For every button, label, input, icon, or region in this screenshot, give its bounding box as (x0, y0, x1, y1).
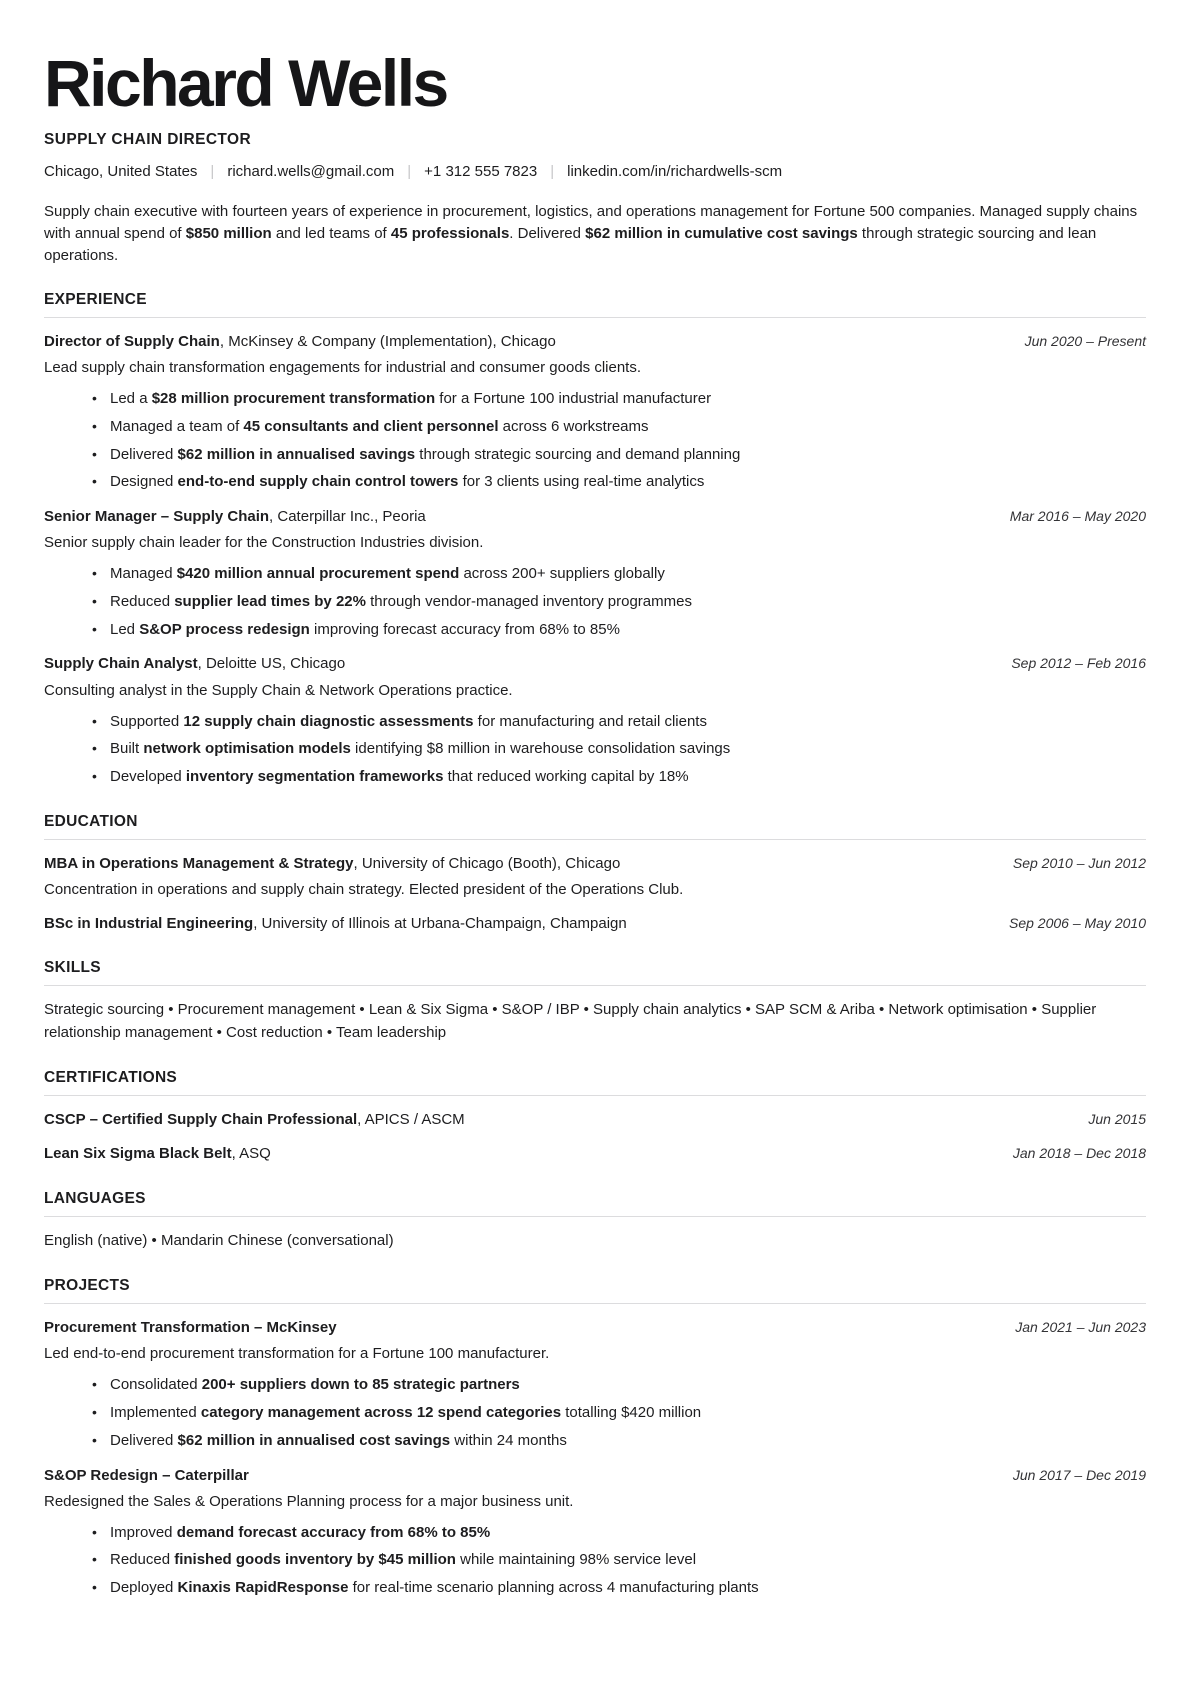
bullet-list (44, 1375, 1146, 1451)
entry-date: Jan 2021 – Jun 2023 (1015, 1319, 1146, 1336)
bullet-text-bold: Kinaxis RapidResponse (177, 1579, 349, 1597)
section-experience (44, 291, 1146, 788)
bullet-text: Delivered (110, 445, 178, 463)
bullet-text-bold: 12 supply chain diagnostic assessments (183, 712, 474, 730)
summary-segment-bold: 45 professionals (390, 224, 510, 242)
bullet-text: Delivered (110, 1431, 178, 1449)
bullet-text: Reduced (110, 593, 175, 611)
contact-email: richard.wells@gmail.com (227, 163, 395, 181)
bullet-text: for real-time scenario planning across 4 manufacturing plants (348, 1579, 759, 1597)
entry-title-rest: , APICS / ASCM (357, 1111, 465, 1129)
bullet-text: Improved (110, 1523, 177, 1541)
entry-date: Sep 2010 – Jun 2012 (1012, 854, 1146, 871)
bullet-item (90, 472, 1146, 493)
summary-segment: through strategic sourcing and lean operations. (44, 224, 1097, 264)
section-languages (44, 1190, 1146, 1253)
entry-title-bold: Supply Chain Analyst (44, 655, 198, 673)
bullet-text: Led a (110, 390, 152, 408)
bullet-text-bold: inventory segmentation frameworks (185, 768, 444, 786)
bullet-text: totalling $420 million (561, 1404, 702, 1422)
bullet-item (90, 1403, 1146, 1424)
section-certifications (44, 1069, 1146, 1165)
bullet-text-bold: network optimisation models (143, 740, 351, 758)
bullet-list (44, 1523, 1146, 1599)
entry-title-bold: S&OP Redesign – Caterpillar (44, 1466, 249, 1484)
section-heading: EXPERIENCE (44, 291, 1146, 318)
bullet-text: for manufacturing and retail clients (473, 712, 707, 730)
entry-date: Sep 2012 – Feb 2016 (1011, 655, 1146, 672)
person-name: Richard Wells (44, 46, 447, 120)
bullet-text-bold: 45 consultants and client personnel (243, 418, 499, 436)
contact-separator: | (210, 163, 215, 181)
bullet-text-bold: S&OP process redesign (139, 620, 310, 638)
entry-head (44, 854, 1146, 874)
bullet-text: improving forecast accuracy from 68% to 85% (309, 620, 620, 638)
bullet-text: across 200+ suppliers globally (459, 565, 665, 583)
summary-segment: . Delivered (509, 224, 586, 242)
bullet-text: Managed a team of (110, 418, 244, 436)
bullet-item (90, 620, 1146, 641)
bullet-list (44, 389, 1146, 493)
contact-row (44, 163, 1146, 180)
entry-head (44, 914, 1146, 934)
bullet-item (90, 1550, 1146, 1571)
entry-subtitle: Lead supply chain transformation engagements for industrial and consumer goods clients. (44, 359, 642, 377)
bullet-text-bold: $62 million in annualised cost savings (177, 1431, 451, 1449)
bullet-text-bold: demand forecast accuracy from 68% to 85% (176, 1523, 491, 1541)
bullet-text: through vendor-managed inventory programmes (365, 593, 692, 611)
entry-head (44, 332, 1146, 352)
summary-text (44, 201, 1146, 266)
entry-title-rest: , Caterpillar Inc., Peoria (269, 508, 426, 526)
entry-title-bold: Procurement Transformation – McKinsey (44, 1319, 337, 1337)
entry-title-bold: Senior Manager – Supply Chain (44, 508, 270, 526)
entry-title (44, 654, 345, 674)
entry-title (44, 1110, 465, 1130)
entry (44, 654, 1146, 787)
entry-title-bold: Director of Supply Chain (44, 333, 220, 351)
contact-separator: | (407, 163, 412, 181)
bullet-text: Reduced (110, 1551, 175, 1569)
entry-title-rest: , McKinsey & Company (Implementation), Chicago (219, 333, 556, 351)
entry-subtitle: Consulting analyst in the Supply Chain & Network Operations practice. (44, 681, 513, 699)
bullet-text-bold: finished goods inventory by $45 million (174, 1551, 456, 1569)
entry (44, 1144, 1146, 1164)
bullet-text: while maintaining 98% service level (455, 1551, 697, 1569)
entry (44, 854, 1146, 900)
bullet-text: Consolidated (110, 1376, 202, 1394)
entry (44, 1466, 1146, 1599)
entry-title-bold: Lean Six Sigma Black Belt (44, 1145, 232, 1163)
entry-head (44, 1144, 1146, 1164)
entry-head (44, 1466, 1146, 1486)
bullet-list (44, 564, 1146, 640)
section-skills (44, 959, 1146, 1044)
entry-subtitle: Led end-to-end procurement transformation for a Fortune 100 manufacturer. (44, 1345, 550, 1363)
bullet-text: Deployed (110, 1579, 178, 1597)
bullet-item (90, 564, 1146, 585)
entry-date: Jun 2020 – Present (1024, 333, 1146, 350)
bullet-text-bold: $420 million annual procurement spend (176, 565, 460, 583)
entry (44, 507, 1146, 640)
entry-subtitle: Senior supply chain leader for the Construction Industries division. (44, 534, 484, 552)
bullet-item (90, 389, 1146, 410)
entry-date: Jan 2018 – Dec 2018 (1012, 1145, 1146, 1162)
entry-subtitle: Redesigned the Sales & Operations Planning process for a major business unit. (44, 1492, 574, 1510)
bullet-text: within 24 months (450, 1431, 567, 1449)
entry-head (44, 507, 1146, 527)
bullet-text: through strategic sourcing and demand planning (415, 445, 741, 463)
bullet-item (90, 417, 1146, 438)
entry-title (44, 1144, 271, 1164)
section-heading: SKILLS (44, 959, 1146, 986)
entry-title-rest: , University of Chicago (Booth), Chicago (353, 854, 621, 872)
entry (44, 1318, 1146, 1451)
contact-separator: | (550, 163, 555, 181)
entry-title (44, 854, 620, 874)
entry-date: Jun 2015 (1088, 1111, 1146, 1128)
section-text: English (native) • Mandarin Chinese (conversational) (44, 1231, 394, 1249)
bullet-text: Supported (110, 712, 184, 730)
bullet-item (90, 1375, 1146, 1396)
section-projects (44, 1277, 1146, 1599)
bullet-item (90, 1431, 1146, 1452)
entry-head (44, 1318, 1146, 1338)
entry-title-rest: , ASQ (231, 1145, 271, 1163)
bullet-text: for 3 clients using real-time analytics (458, 473, 705, 491)
entry-title-bold: BSc in Industrial Engineering (44, 914, 254, 932)
section-text: Strategic sourcing • Procurement management • Lean & Six Sigma • S&OP / IBP • Supply chain analytics • SAP SCM & Ariba • Network optimisation • Supplier relationship management • Cost reduction • Team leadership (44, 1001, 1097, 1041)
bullet-text: Designed (110, 473, 178, 491)
entry-title-bold: CSCP – Certified Supply Chain Professional (44, 1111, 358, 1129)
entry-title (44, 507, 426, 527)
bullet-text-bold: $28 million procurement transformation (151, 390, 436, 408)
entry-head (44, 1110, 1146, 1130)
bullet-text: Built (110, 740, 144, 758)
bullet-item (90, 712, 1146, 733)
section-heading: LANGUAGES (44, 1190, 1146, 1217)
entry (44, 332, 1146, 493)
entry-title (44, 1318, 337, 1338)
bullet-text: Implemented (110, 1404, 201, 1422)
entry-date: Sep 2006 – May 2010 (1009, 914, 1146, 931)
entry-title-rest: , University of Illinois at Urbana-Champaign, Champaign (253, 914, 627, 932)
bullet-item (90, 1578, 1146, 1599)
contact-linkedin: linkedin.com/in/richardwells-scm (567, 163, 783, 181)
bullet-text: Led (110, 620, 140, 638)
bullet-text: across 6 workstreams (498, 418, 649, 436)
entry-date: Mar 2016 – May 2020 (1009, 508, 1146, 525)
entry-title (44, 332, 556, 352)
bullet-text: that reduced working capital by 18% (443, 768, 689, 786)
entry (44, 1110, 1146, 1130)
bullet-list (44, 712, 1146, 788)
contact-location: Chicago, United States (44, 163, 198, 181)
entry-title (44, 1466, 249, 1486)
bullet-text-bold: end-to-end supply chain control towers (177, 473, 459, 491)
entry-title-bold: MBA in Operations Management & Strategy (44, 854, 354, 872)
bullet-text: identifying $8 million in warehouse consolidation savings (350, 740, 731, 758)
section-heading: EDUCATION (44, 813, 1146, 840)
summary-segment: and led teams of (271, 224, 391, 242)
bullet-text: for a Fortune 100 industrial manufacturer (435, 390, 712, 408)
bullet-text-bold: $62 million in annualised savings (177, 445, 416, 463)
section-heading: CERTIFICATIONS (44, 1069, 1146, 1096)
bullet-text: Managed (110, 565, 177, 583)
summary-segment-bold: $62 million in cumulative cost savings (585, 224, 858, 242)
summary-segment-bold: $850 million (185, 224, 272, 242)
bullet-item (90, 445, 1146, 466)
bullet-text-bold: 200+ suppliers down to 85 strategic partners (201, 1376, 520, 1394)
bullet-text: Developed (110, 768, 186, 786)
bullet-item (90, 767, 1146, 788)
section-heading: PROJECTS (44, 1277, 1146, 1304)
sections-root (44, 291, 1146, 1599)
entry-date: Jun 2017 – Dec 2019 (1012, 1466, 1146, 1483)
summary-segment: Supply chain executive with fourteen years of experience in procurement, logistics, and operations management for Fortune 500 companies. Managed supply chains with annual spend of (44, 203, 1138, 242)
bullet-item (90, 1523, 1146, 1544)
person-headline: SUPPLY CHAIN DIRECTOR (44, 131, 252, 149)
bullet-item (90, 592, 1146, 613)
bullet-text-bold: category management across 12 spend categories (200, 1404, 562, 1422)
entry-head (44, 654, 1146, 674)
entry (44, 914, 1146, 934)
entry-title (44, 914, 627, 934)
section-education (44, 813, 1146, 935)
bullet-text-bold: supplier lead times by 22% (174, 593, 366, 611)
entry-title-rest: , Deloitte US, Chicago (197, 655, 346, 673)
entry-subtitle: Concentration in operations and supply chain strategy. Elected president of the Operations Club. (44, 880, 684, 898)
contact-phone: +1 312 555 7823 (424, 163, 538, 181)
bullet-item (90, 739, 1146, 760)
